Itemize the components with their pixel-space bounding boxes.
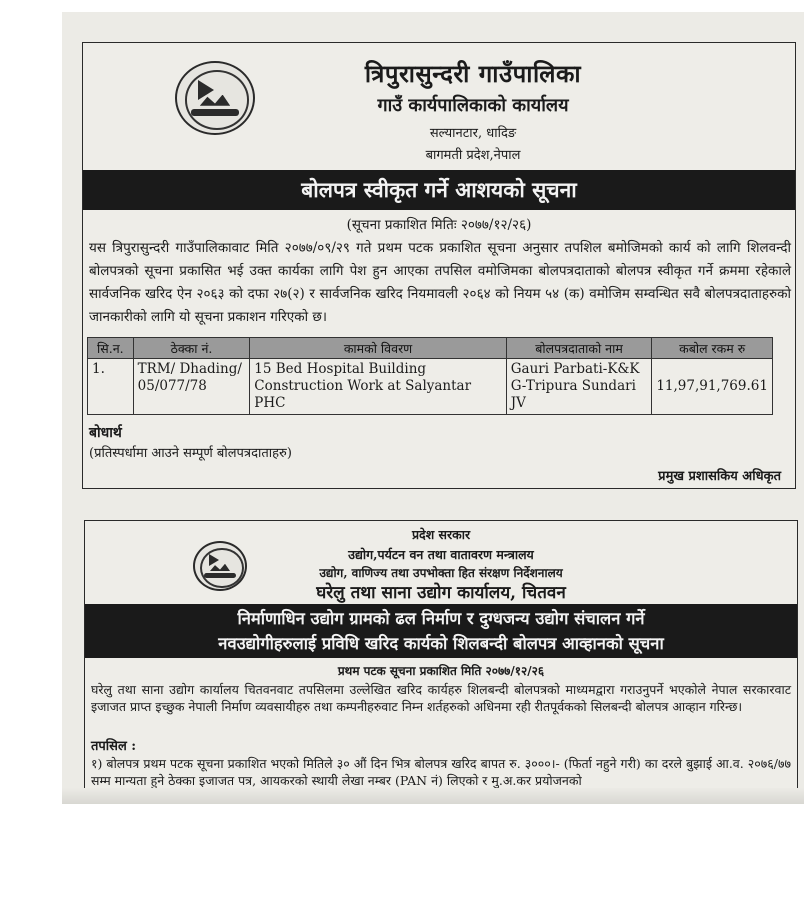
office-name: घरेलु तथा साना उद्योग कार्यालय, चितवन xyxy=(316,583,566,603)
cell-contract-no: TRM/ Dhading/ 05/077/78 xyxy=(133,359,250,415)
notice-body: घरेलु तथा साना उद्योग कार्यालय चितवनवाट तपसिलमा उल्लेखित खरिद कार्यहरु शिलबन्दी बोलपत्रको माध्यमद्वारा गराउनुपर्ने भएकोले नेपाल सरकारवाट इजाजत प्राप्त इच्छुक नेपाली निर्माण व्यवसायीहरु तथा कम्पनीहरुवाट निम्न शर्तहरुको अधिनमा रही रीतपूर्वकको सिलबन्दी बोलपत्र आव्हान गरिन्छ। xyxy=(91,682,791,714)
directorate-name: उद्योग, वाणिज्य तथा उपभोक्ता हित संरक्षण निर्देशनालय xyxy=(319,566,563,580)
ministry-name: उद्योग,पर्यटन वन तथा वातावरण मन्त्रालय xyxy=(348,547,534,562)
cell-bid-amount: 11,97,91,769.61 xyxy=(652,359,773,415)
notice-title-banner xyxy=(85,604,797,658)
notice-body: यस त्रिपुरासुन्दरी गाउँपालिकावाट मिति २०७७/०९/२९ गते प्रथम पटक प्रकाशित सूचना अनुसार तपशिल बमोजिमको कार्य को लागि शिलवन्दी बोलपत्रको सूचना प्रकासित भई उक्त कार्यका लागि पेश हुन आएका तपसिल वमोजिमका बोलपत्रदाताको बोलपत्र स्वीकृत गर्ने क्रममा रहेकाले सार्वजनिक खरिद ऐन २०६३ को दफा २७(२) र सार्वजनिक खरिद नियमावली २०६४ को नियम ५४ (क) वमोजिम सम्वन्धित सवै बोलपत्रदाताहरुको जानकारीको लागि यो सूचना प्रकाशन गरिएको छ। xyxy=(89,240,792,325)
office-name: गाउँ कार्यपालिकाको कार्यालय xyxy=(377,95,569,116)
address-line-1: सल्यानटार, धादिङ xyxy=(429,126,517,141)
publication-date: (सूचना प्रकाशित मितिः २०७७/१२/२६) xyxy=(346,217,532,233)
scanned-newspaper-page xyxy=(62,12,804,804)
header-sn: सि.न. xyxy=(88,338,134,359)
header-bidder-name: बोलपत्रदाताको नाम xyxy=(506,338,652,359)
header-contract-no: ठेक्का नं. xyxy=(133,338,250,359)
bid-table xyxy=(87,337,773,415)
header-work-description: कामको विवरण xyxy=(250,338,506,359)
government-level: प्रदेश सरकार xyxy=(411,527,471,542)
signatory-title: प्रमुख प्रशासकिय अधिकृत xyxy=(658,469,781,484)
notice-title-banner: बोलपत्र स्वीकृत गर्ने आशयको सूचना xyxy=(83,170,795,210)
scan-edge xyxy=(62,788,804,804)
cc-recipients: (प्रतिस्पर्धामा आउने सम्पूर्ण बोलपत्रदाताहरु) xyxy=(89,446,292,461)
banner-line-2: नवउद्योगीहरुलाई प्रविधि खरिद कार्यको शिलबन्दी बोलपत्र आव्हानको सूचना xyxy=(218,634,664,653)
table-header-row xyxy=(88,338,773,359)
publication-date: प्रथम पटक सूचना प्रकाशित मिति २०७७/१२/२६ xyxy=(337,664,545,678)
details-item-1: १) बोलपत्र प्रथम पटक सूचना प्रकाशित भएको मितिले ३० औं दिन भित्र बोलपत्र खरिद बापत रु. ३०००।- (फिर्ता नहुने गरी) का दरले बुझाई आ.व. २०७६/७७ सम्म मान्यता हुने ठेक्का इजाजत पत्र, आयकरको स्थायी लेखा नम्बर (PAN नं) लिएको र मु.अ.कर प्रयोजनको xyxy=(91,756,791,788)
address-line-2: बागमती प्रदेश,नेपाल xyxy=(425,148,521,163)
header-bid-amount: कबोल रकम रु xyxy=(652,338,773,359)
cell-sn: 1. xyxy=(88,359,134,415)
banner-line-1: निर्माणाधिन उद्योग ग्रामको ढल निर्माण र दुग्धजन्य उद्योग संचालन गर्ने xyxy=(237,609,645,628)
table-row xyxy=(88,359,773,415)
cc-title: बोधार्थ xyxy=(89,425,122,441)
municipality-name: त्रिपुरासुन्दरी गाउँपालिका xyxy=(364,59,582,88)
notice-sealed-bid-invitation xyxy=(84,520,798,804)
cell-work-description: 15 Bed Hospital Building Construction Work at Salyantar PHC xyxy=(250,359,506,415)
details-heading: तपसिल : xyxy=(91,739,137,754)
notice-bid-acceptance-intent xyxy=(82,42,796,489)
cell-bidder-name: Gauri Parbati-K&K G-Tripura Sundari JV xyxy=(506,359,652,415)
